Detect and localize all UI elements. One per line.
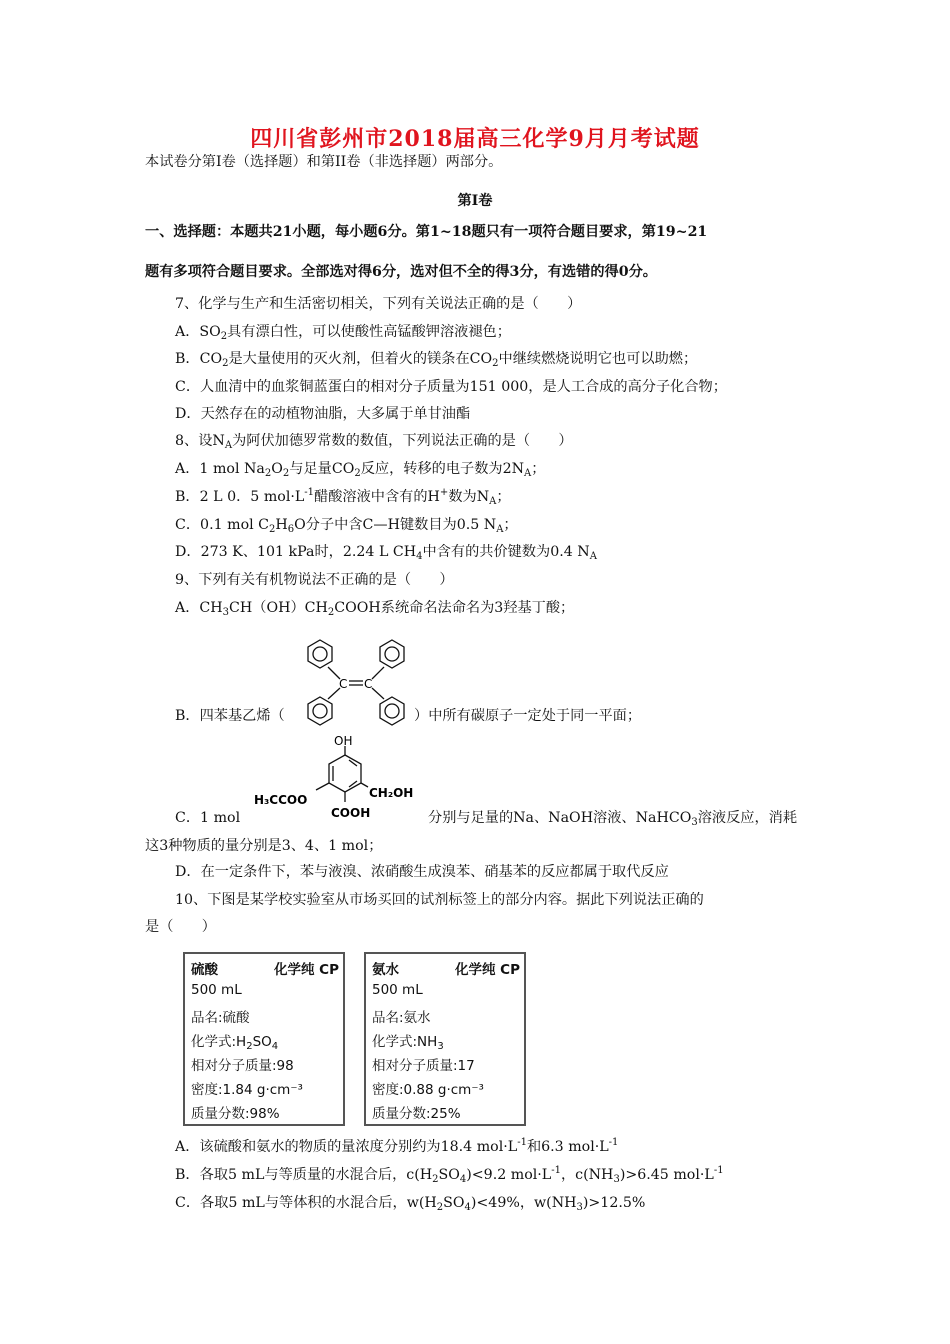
q8-option-b: B．2 L 0．5 $mol\cdot L^{-1}$醋酸溶液中含有的H+数为$N_A$；	[175, 487, 511, 507]
q8-option-a: A．1 mol $Na_2O_2$与足量$CO_2$反应，转移的电子数为$2N_A$；	[175, 461, 546, 479]
q9-option-c-line2: 这3种物质的量分别是3、4、1 mol；	[145, 838, 383, 854]
q10-stem-line2: 是（ ）	[145, 919, 216, 935]
label-mass-fraction: 质量分数:25%	[372, 1106, 461, 1122]
label-molar-mass: 相对分子质量:17	[372, 1058, 475, 1074]
q9-option-a: A．$CH_3CH(OH)CH_2COOH$系统命名法命名为3羟基丁酸；	[175, 600, 575, 618]
q8-stem: 8、设$N_A$为阿伏加德罗常数的数值，下列说法正确的是（ ）	[175, 433, 573, 451]
q7-option-a: A．$SO_2$具有漂白性，可以使酸性高锰酸钾溶液褪色；	[175, 324, 511, 342]
label-density: 密度:1.84 g·cm⁻³	[191, 1082, 303, 1098]
q9-option-b-prefix: B．四苯基乙烯（	[175, 708, 285, 724]
q9-stem: 9、下列有关有机物说法不正确的是（ ）	[175, 572, 454, 588]
q10-option-b: B．各取5 mL与等质量的水混合后，$c(H_2SO_4)<9.2$ $mol\cdot L^{-1}$，$c(NH_3)>6.45$ $mol\cdot L^{-1}$	[175, 1165, 724, 1185]
page-title: 四川省彭州市2018届高三化学9月月考试题	[250, 126, 700, 152]
c-atom-left: C	[339, 677, 348, 691]
label-formula: 化学式$:H_2SO_4$	[191, 1034, 279, 1052]
q10-option-c: C．各取5 mL与等体积的水混合后，$w(H_2SO_4)<49\%$，$w(NH_3)>12.5\%$	[175, 1195, 646, 1213]
label-density: 密度:0.88 g·cm⁻³	[372, 1082, 484, 1098]
q7-option-c: C．人血清中的血浆铜蓝蛋白的相对分子质量为151 000，是人工合成的高分子化合物；	[175, 379, 727, 395]
section-heading-line1: 一、选择题：本题共21小题，每小题6分。第1~18题只有一项符合题目要求，第19~21	[145, 224, 708, 240]
ammonia-label	[364, 952, 526, 1126]
q7-stem: 7、化学与生产和生活密切相关，下列有关说法正确的是（ ）	[175, 296, 582, 312]
q9-option-b-suffix: ）中所有碳原子一定处于同一平面；	[414, 708, 642, 724]
q9-option-c-prefix: C．1 mol	[175, 810, 241, 826]
sulfuric-acid-label	[183, 952, 345, 1126]
label-volume: 500 mL	[191, 982, 242, 998]
tetraphenylethylene-structure	[298, 635, 422, 731]
label-product-name: 品名:硫酸	[191, 1010, 250, 1026]
label-formula: 化学式$:NH_3$	[372, 1034, 444, 1052]
c-atom-right: C	[364, 677, 373, 691]
hydroxy-benzene-structure	[250, 733, 420, 825]
q7-option-b: B．$CO_2$是大量使用的灭火剂，但着火的镁条在$CO_2$中继续燃烧说明它也可以助燃；	[175, 351, 698, 369]
q9-option-c-suffix: 分别与足量的Na、NaOH溶液、NaHCO$_3$溶液反应，消耗	[428, 810, 798, 828]
label-molar-mass: 相对分子质量:98	[191, 1058, 294, 1074]
carboxyl-group-label: COOH	[331, 806, 371, 820]
label-volume: 500 mL	[372, 982, 423, 998]
q8-option-d: D．273 K、101 kPa时，2.24 L $CH_4$中含有的共价键数为0.4 $N_A$	[175, 544, 597, 562]
q7-option-d: D．天然存在的动植物油脂，大多属于单甘油酯	[175, 406, 471, 422]
section-heading-line2: 题有多项符合题目要求。全部选对得6分，选对但不全的得3分，有选错的得0分。	[145, 264, 657, 280]
label-mass-fraction: 质量分数:98%	[191, 1106, 280, 1122]
acetate-group-label: H₃CCOO	[254, 793, 308, 807]
q9-option-d: D．在一定条件下，苯与液溴、浓硝酸生成溴苯、硝基苯的反应都属于取代反应	[175, 864, 669, 880]
hydroxymethyl-group-label: CH₂OH	[369, 786, 414, 800]
intro-text: 本试卷分第I卷（选择题）和第II卷（非选择题）两部分。	[145, 154, 503, 170]
label-product-name: 品名:氨水	[372, 1010, 431, 1026]
label-header: 硫酸 化学纯 CP	[191, 962, 339, 978]
q10-option-a: A．该硫酸和氨水的物质的量浓度分别约为18.4 $mol\cdot L^{-1}$和6.3 $mol\cdot L^{-1}$	[175, 1137, 619, 1155]
label-header: 氨水 化学纯 CP	[372, 962, 520, 978]
q10-stem: 10、下图是某学校实验室从市场买回的试剂标签上的部分内容。据此下列说法正确的	[175, 892, 704, 908]
part-heading: 第I卷	[457, 193, 493, 209]
oh-group-label: OH	[334, 734, 353, 748]
q8-option-c: C．0.1 mol $C_2H_6O$分子中含C—H键数目为0.5 $N_A$；	[175, 517, 518, 535]
